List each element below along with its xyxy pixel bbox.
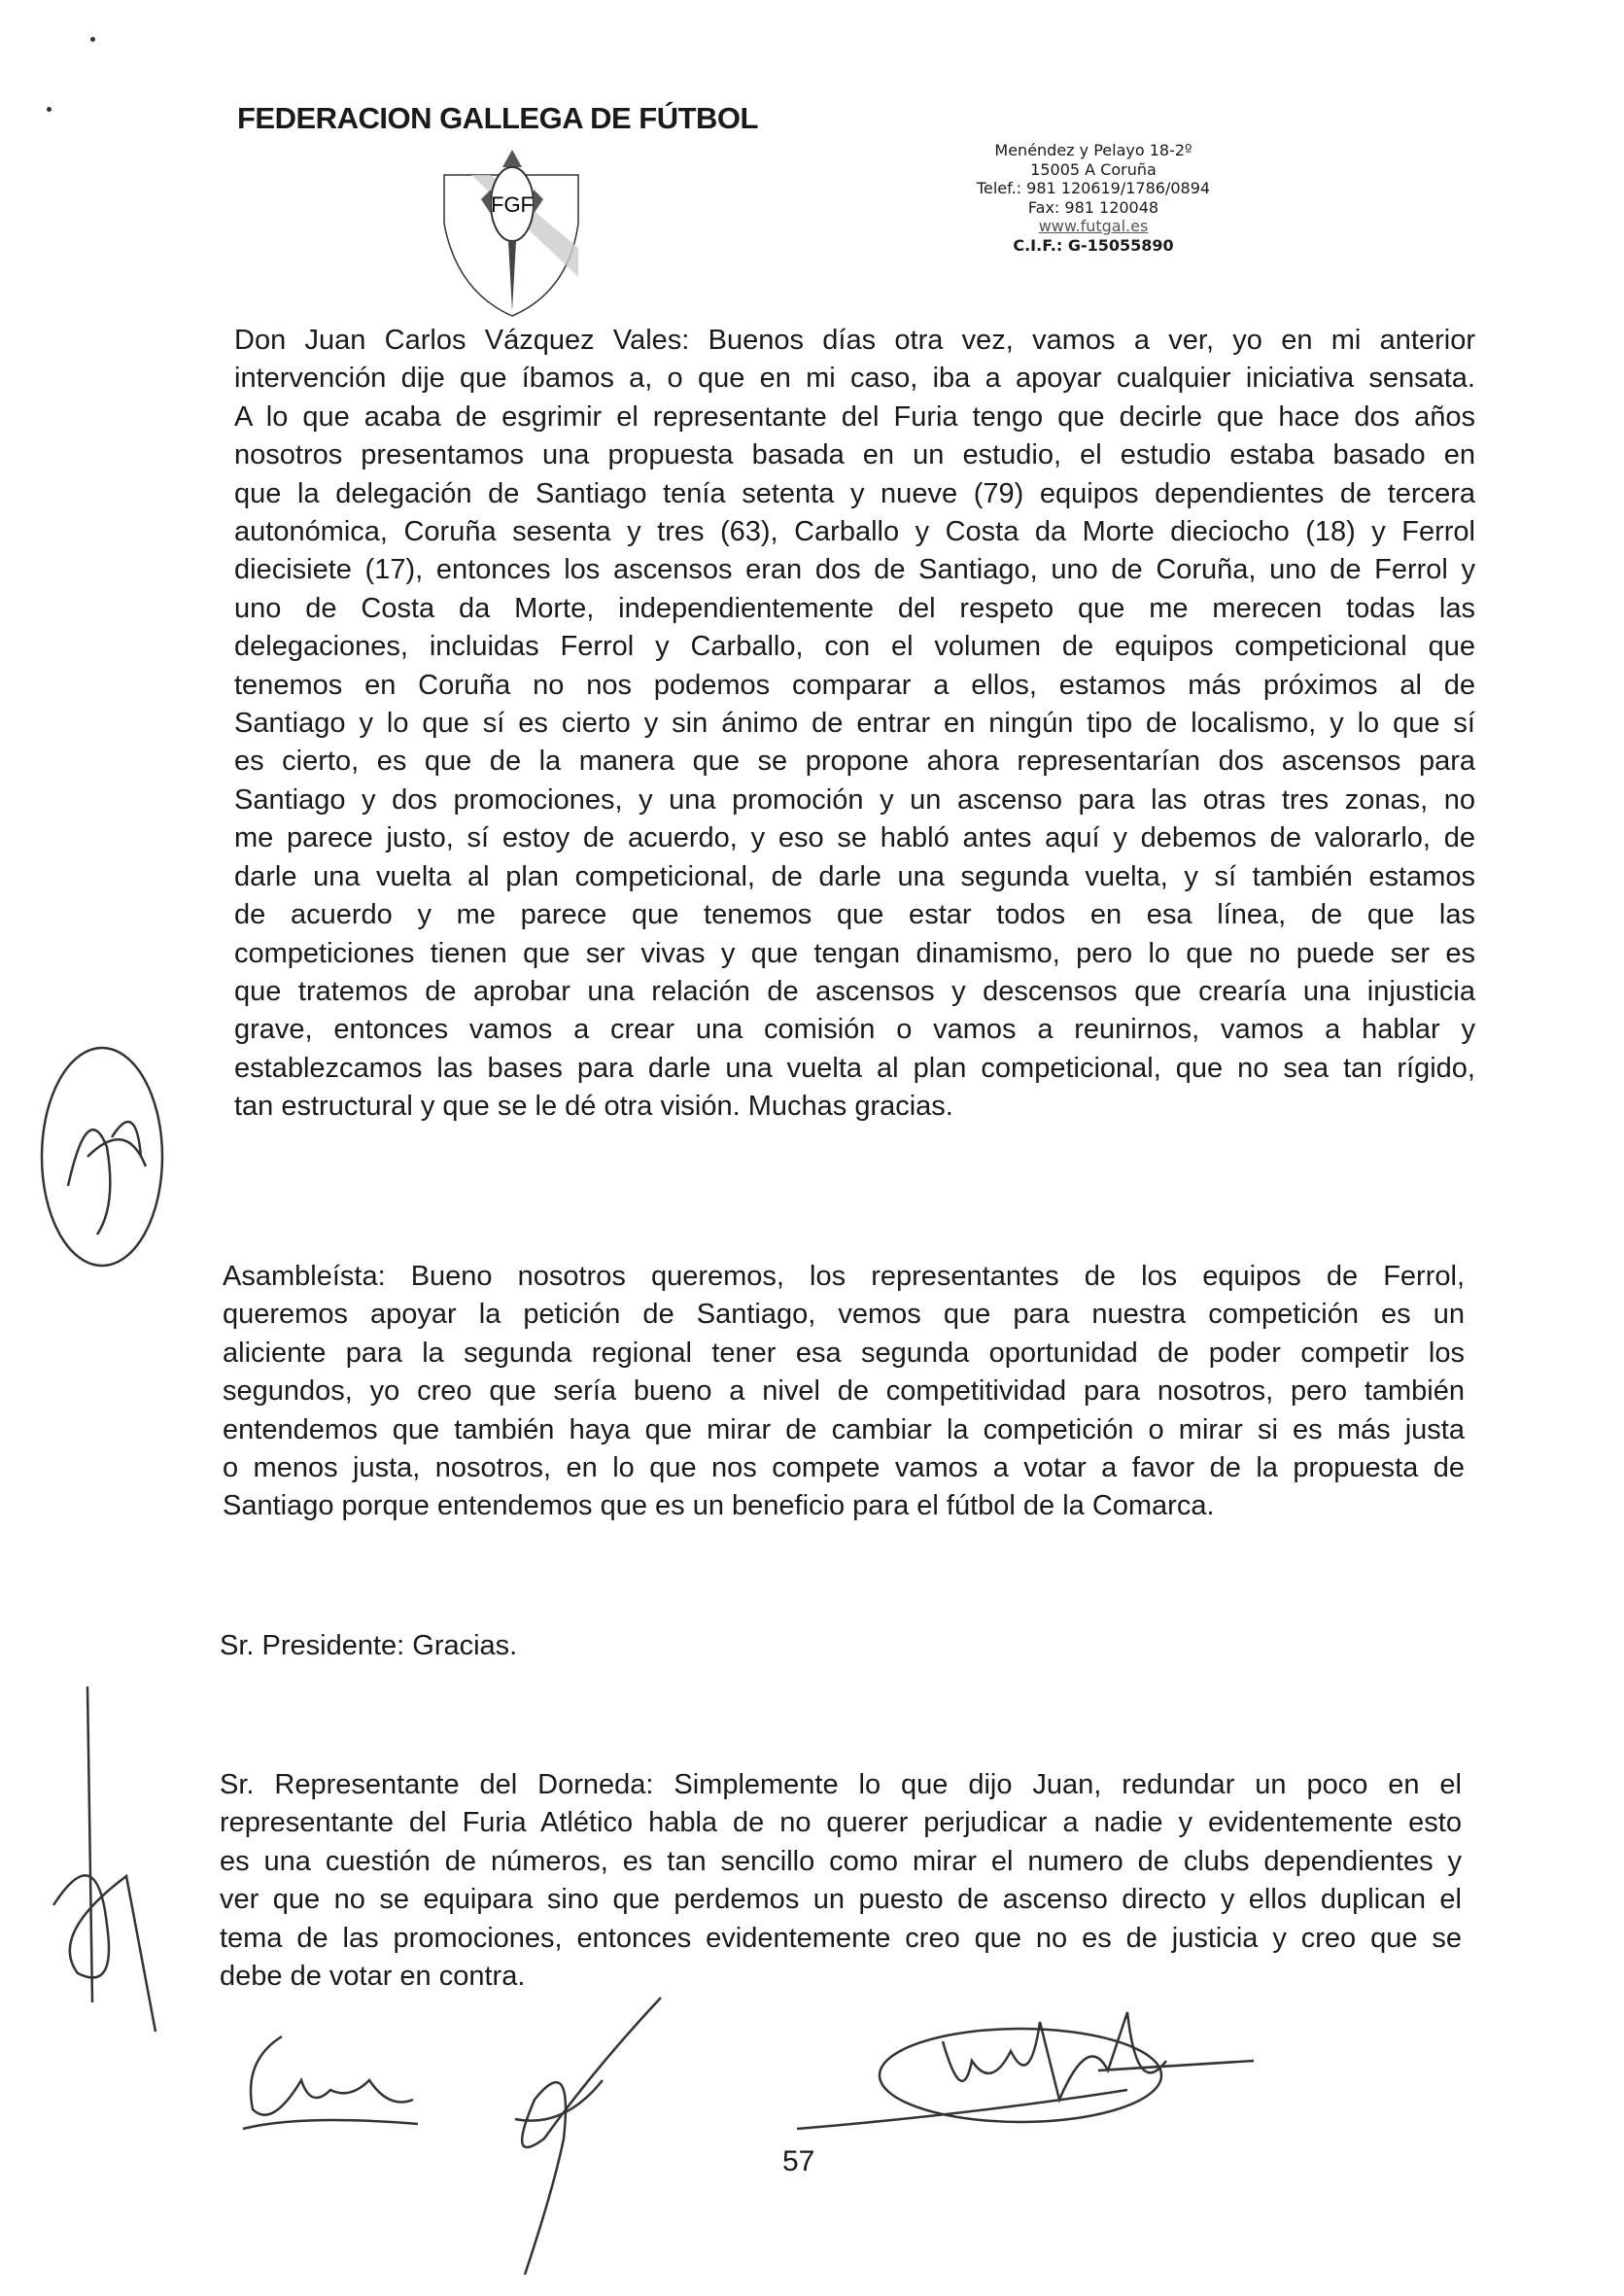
text-line: competiciones tienen que ser vivas y que tengan dinamismo, pero lo que no puede ser es <box>234 937 1475 969</box>
text-line: Santiago y lo que sí es cierto y sin ánimo de entrar en ningún tipo de localismo, y lo que sí <box>234 708 1475 740</box>
text-line: debe de votar en contra. <box>220 1961 526 1993</box>
text-line: me parece justo, sí estoy de acuerdo, y eso se habló antes aquí y debemos de valorarlo, de <box>234 822 1475 854</box>
text-line: diecisiete (17), entonces los ascensos eran dos de Santiago, uno de Coruña, uno de Ferrol y <box>234 554 1475 586</box>
text-line: Sr. Presidente: Gracias. <box>220 1630 518 1661</box>
paragraph-asambleista <box>223 1258 1465 1526</box>
text-line: es una cuestión de números, es tan sencillo como mirar el numero de clubs dependientes y <box>220 1845 1462 1877</box>
text-line: es cierto, es que de la manera que se propone ahora representarían dos ascensos para <box>234 746 1475 778</box>
text-line: que tratemos de aprobar una relación de ascensos y descensos que crearía una injusticia <box>234 975 1475 1007</box>
address-line: 15005 A Coruña <box>1030 159 1157 179</box>
website-link[interactable]: www.futgal.es <box>1038 217 1149 235</box>
page-number: 57 <box>782 2145 815 2177</box>
text-line: uno de Costa da Morte, independientemente del respeto que me merecen todas las <box>234 592 1475 624</box>
signature-left-margin-circle <box>29 1040 175 1273</box>
text-line: tema de las promociones, entonces evidentemente creo que no es de justicia y creo que se <box>220 1922 1462 1954</box>
text-line: establezcamos las bases para darle una vuelta al plan competicional, que no sea tan rígido, <box>234 1052 1475 1084</box>
signature-bottom-3 <box>777 2002 1263 2148</box>
text-line: que la delegación de Santiago tenía setenta y nueve (79) equipos dependientes de tercera <box>234 477 1475 509</box>
paragraph-presidente <box>220 1627 517 1665</box>
text-line: aliciente para la segunda regional tener esa segunda oportunidad de poder competir los <box>223 1337 1465 1369</box>
text-line: A lo que acaba de esgrimir el representante del Furia tengo que decirle que hace dos años <box>234 400 1475 433</box>
text-line: tenemos en Coruña no nos podemos comparar a ellos, estamos más próximos al de <box>234 669 1475 701</box>
scan-speck <box>47 107 52 112</box>
signature-left-margin-lower <box>39 1682 165 2051</box>
text-line: Asambleísta: Bueno nosotros queremos, los representantes de los equipos de Ferrol, <box>223 1261 1465 1292</box>
cif-line: C.I.F.: G-15055890 <box>1013 235 1174 255</box>
text-line: Don Juan Carlos Vázquez Vales: Buenos días otra vez, vamos a ver, yo en mi anterior <box>234 325 1475 356</box>
text-line: representante del Furia Atlético habla de no querer perjudicar a nadie y evidentemente esto <box>220 1807 1462 1839</box>
federation-title: FEDERACION GALLEGA DE FÚTBOL <box>237 101 758 135</box>
fax-line: Fax: 981 120048 <box>1027 197 1159 217</box>
text-line: o menos justa, nosotros, en lo que nos compete vamos a votar a favor de la propuesta de <box>223 1452 1465 1484</box>
signature-bottom-1 <box>224 2022 437 2148</box>
text-line: segundos, yo creo que sería bueno a nivel de competitividad para nosotros, pero también <box>223 1375 1465 1408</box>
text-line: entendemos que también haya que mirar de cambiar la competición o mirar si es más justa <box>223 1413 1465 1445</box>
paragraph-vazquez <box>234 322 1475 1127</box>
text-line: autonómica, Coruña sesenta y tres (63), Carballo y Costa da Morte dieciocho (18) y Ferrol <box>234 516 1475 548</box>
address-line: Menéndez y Pelayo 18-2º <box>994 141 1192 159</box>
text-line: Sr. Representante del Dorneda: Simplemente lo que dijo Juan, redundar un poco en el <box>220 1769 1462 1800</box>
federation-logo-shield <box>432 146 593 321</box>
signature-bottom-2 <box>476 1993 690 2284</box>
text-line: Santiago y dos promociones, y una promoción y un ascenso para las otras tres zonas, no <box>234 783 1475 816</box>
text-line: tan estructural y que se le dé otra visión. Muchas gracias. <box>234 1091 953 1123</box>
text-line: nosotros presentamos una propuesta basada en un estudio, el estudio estaba basado en <box>234 439 1475 471</box>
text-line: delegaciones, incluidas Ferrol y Carballo, con el volumen de equipos competicional que <box>234 631 1475 663</box>
text-line: de acuerdo y me parece que tenemos que estar todos en esa línea, de que las <box>234 899 1475 931</box>
logo-text: FGF <box>491 192 534 217</box>
text-line: Santiago porque entendemos que es un beneficio para el fútbol de la Comarca. <box>223 1490 1215 1522</box>
phone-line: Telef.: 981 120619/1786/0894 <box>976 179 1211 197</box>
text-line: grave, entonces vamos a crear una comisión o vamos a reunirnos, vamos a hablar y <box>234 1014 1475 1046</box>
address-block <box>933 141 1254 255</box>
text-line: intervención dije que íbamos a, o que en mi caso, iba a apoyar cualquier iniciativa sensata. <box>234 363 1475 395</box>
text-line: ver que no se equipara sino que perdemos un puesto de ascenso directo y ellos duplican el <box>220 1884 1462 1916</box>
paragraph-dorneda <box>220 1766 1462 1996</box>
text-line: queremos apoyar la petición de Santiago, vemos que para nuestra competición es un <box>223 1299 1465 1331</box>
scan-speck <box>90 37 95 42</box>
text-line: darle una vuelta al plan competicional, de darle una segunda vuelta, y sí también estamos <box>234 860 1475 892</box>
